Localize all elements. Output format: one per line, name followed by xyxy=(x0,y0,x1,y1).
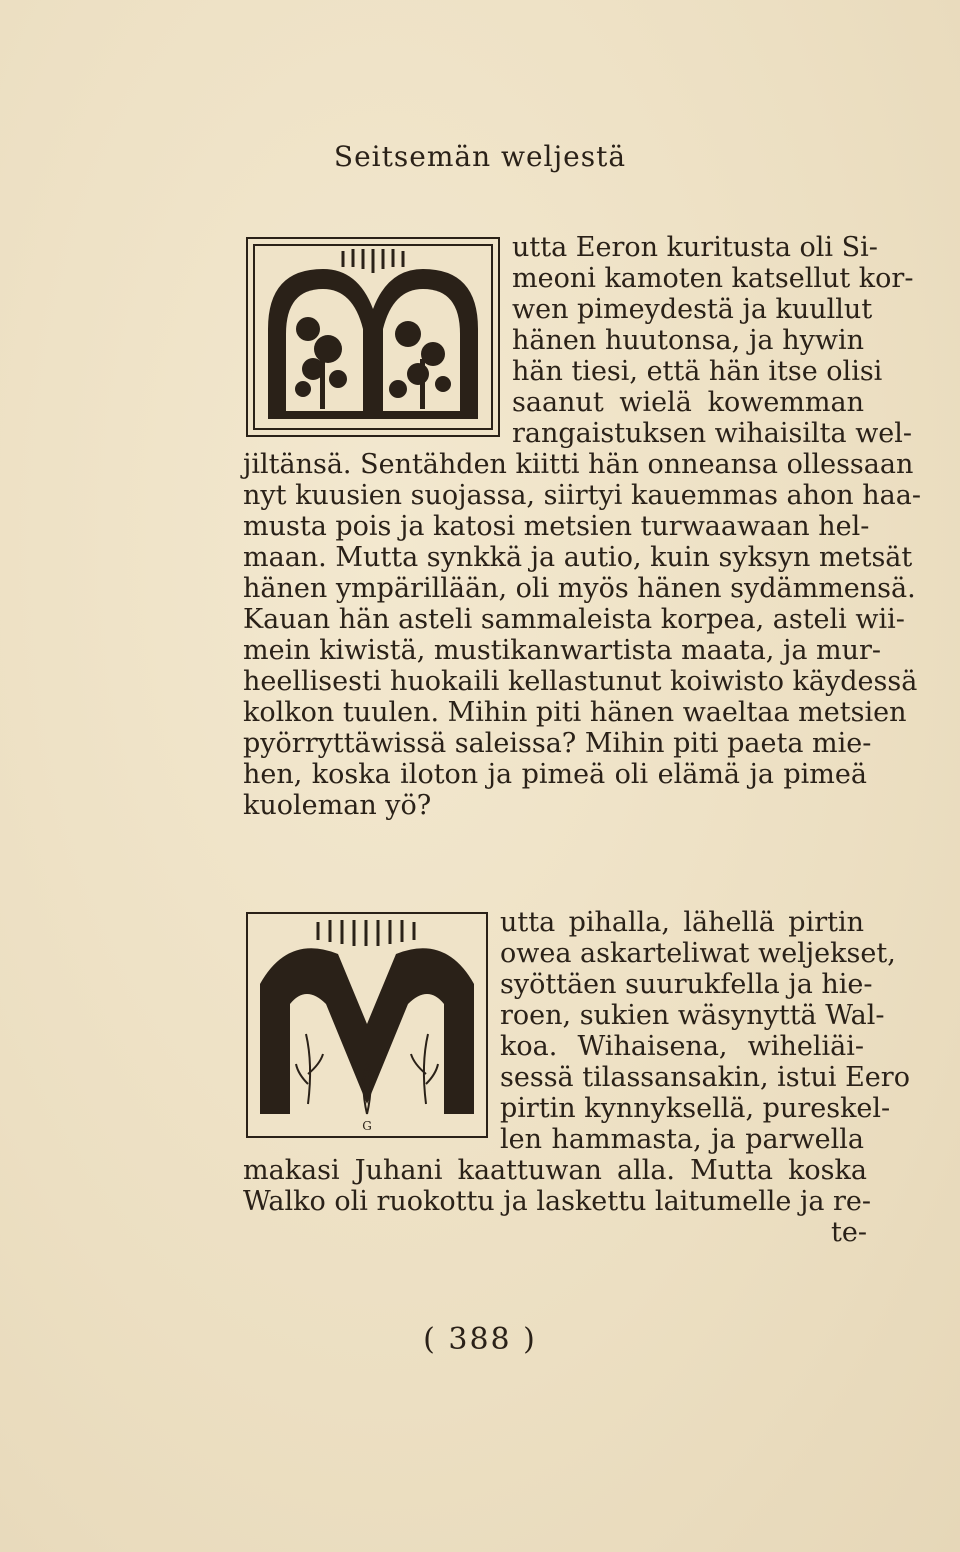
text-line: hänen huutonsa, ja hywin xyxy=(512,325,864,356)
text-line: sessä tilassansakin, istui Eero xyxy=(500,1062,910,1093)
catchword: te- xyxy=(831,1217,867,1248)
running-head: Seitsemän weljestä xyxy=(333,140,627,173)
text-line: pirtin kynnyksellä, pureskel- xyxy=(500,1093,891,1124)
text-line: heellisesti huokaili kellastunut koiwisto käydessä xyxy=(243,666,918,697)
text-line: nyt kuusien suojassa, siirtyi kauemmas ahon haa- xyxy=(243,480,921,511)
text-line: utta pihalla, lähellä pirtin xyxy=(500,907,864,938)
text-line: makasi Juhani kaattuwan alla. Mutta koska xyxy=(243,1155,867,1186)
text-line: hen, koska iloton ja pimeä oli elämä ja pimeä xyxy=(243,759,867,790)
text-line: utta Eeron kuritusta oli Si- xyxy=(512,232,878,263)
text-line: meoni kamoten katsellut kor- xyxy=(512,263,914,294)
text-line: musta pois ja katosi metsien turwaawaan hel- xyxy=(243,511,870,542)
page-number: ( 388 ) xyxy=(423,1322,537,1357)
text-line: hän tiesi, että hän itse olisi xyxy=(512,356,883,387)
text-line: kuoleman yö? xyxy=(243,790,432,821)
text-line: mein kiwistä, mustikanwartista maata, ja mur- xyxy=(243,635,882,666)
text-line: roen, sukien wäsynyttä Wal- xyxy=(500,1000,885,1031)
decorated-initial-m-trees xyxy=(246,237,500,437)
text-line: kolkon tuulen. Mihin piti hänen waeltaa metsien xyxy=(243,697,907,728)
text-line: rangaistuksen wihaisilta wel- xyxy=(512,418,913,449)
text-line: owea askarteliwat weljekset, xyxy=(500,938,896,969)
text-line: hänen ympärillään, oli myös hänen sydämmensä. xyxy=(243,573,916,604)
text-line: Kauan hän asteli sammaleista korpea, asteli wii- xyxy=(243,604,905,635)
text-line: koa. Wihaisena, wiheliäi- xyxy=(500,1031,864,1062)
text-line: jiltänsä. Sentähden kiitti hän onneansa ollessaan xyxy=(243,449,914,480)
initial-m-trees-icon xyxy=(248,239,498,435)
initial-signature: G xyxy=(362,1119,372,1133)
text-line: saanut wielä kowemman xyxy=(512,387,864,418)
decorated-initial-m-arches xyxy=(246,912,488,1138)
text-line: syöttäen suurukfella ja hie- xyxy=(500,969,873,1000)
text-line: Walko oli ruokottu ja laskettu laitumelle ja re- xyxy=(243,1186,872,1217)
text-line: pyörryttäwissä saleissa? Mihin piti paeta mie- xyxy=(243,728,872,759)
text-line: maan. Mutta synkkä ja autio, kuin syksyn metsät xyxy=(243,542,913,573)
text-line: len hammasta, ja parwella xyxy=(500,1124,864,1155)
text-line: wen pimeydestä ja kuullut xyxy=(512,294,873,325)
initial-m-arches-icon xyxy=(248,914,486,1136)
